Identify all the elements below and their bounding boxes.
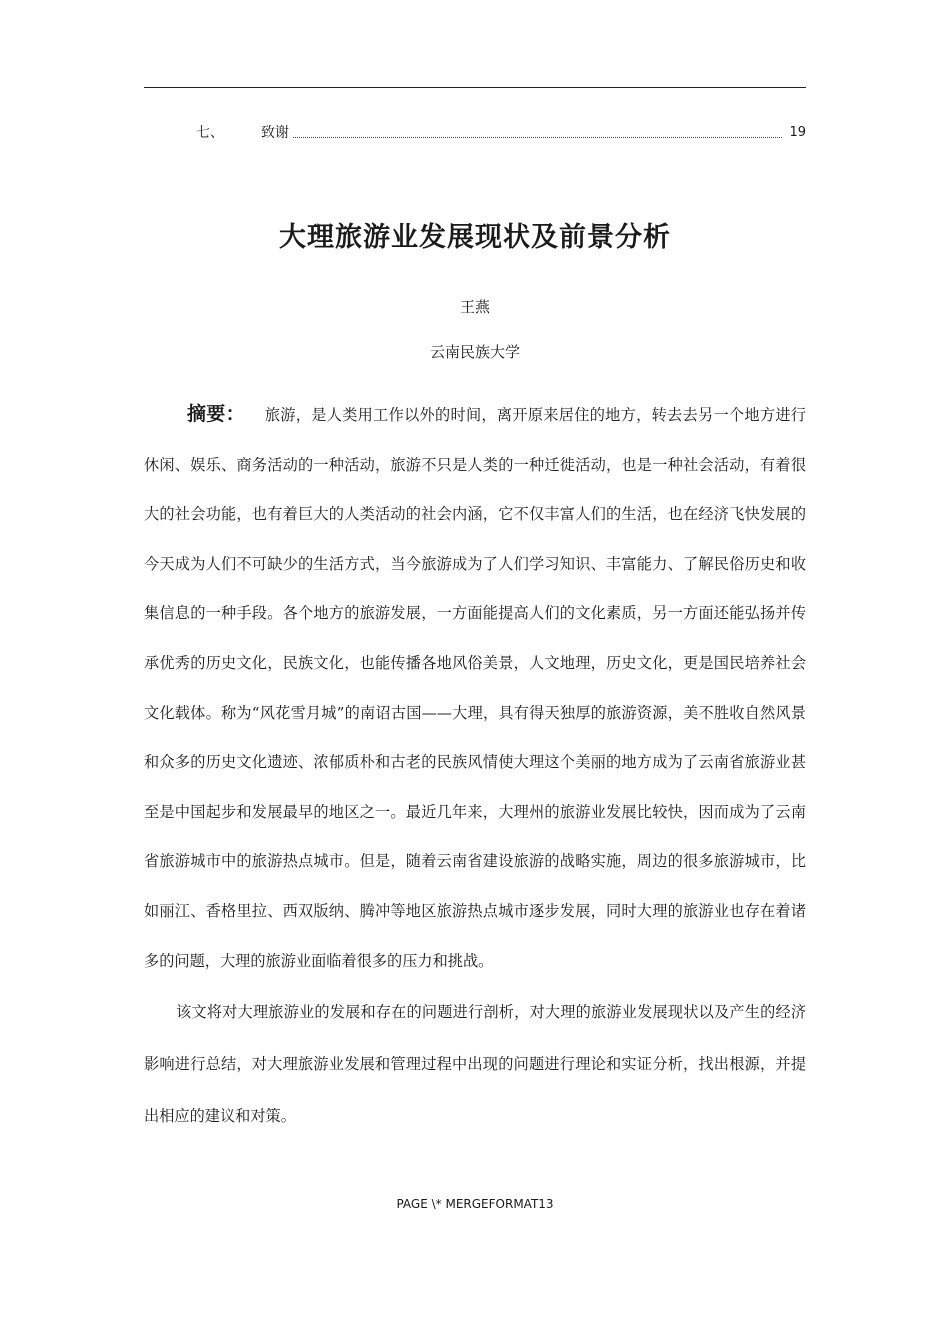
page-footer-field: PAGE \* MERGEFORMAT13 <box>396 1197 554 1211</box>
toc-dot-leader <box>293 137 782 138</box>
header-rule <box>144 87 806 88</box>
author-affiliation: 云南民族大学 <box>429 343 520 361</box>
abstract-section <box>144 390 806 1142</box>
abstract-paragraph-2: 该文将对大理旅游业的发展和存在的问题进行剖析，对大理的旅游业发展现状以及产生的经济影响进行总结，对大理旅游业发展和管理过程中出现的问题进行理论和实证分析，找出根源，并提出相应的建议和对策。 <box>144 1003 806 1126</box>
toc-entry-label: 致谢 <box>261 125 289 141</box>
document-title: 大理旅游业发展现状及前景分析 <box>279 222 671 253</box>
abstract-paragraph-1-text: 旅游，是人类用工作以外的时间，离开原来居住的地方，转去去另一个地方进行休闲、娱乐、商务活动的一种活动，旅游不只是人类的一种迁徙活动，也是一种社会活动，有着很大的社会功能，也有着巨大的人类活动的社会内涵，它不仅丰富人们的生活，也在经济飞快发展的今天成为人们不可缺少的生活方式，当今旅游成为了人们学习知识、丰富能力、了解民俗历史和收集信息的一种手段。各个地方的旅游发展，一方面能提高人们的文化素质，另一方面还能弘扬并传承优秀的历史文化，民族文化，也能传播各地风俗美景，人文地理，历史文化，更是国民培养社会文化载体。称为“风花雪月城”的南诏古国——大理，具有得天独厚的旅游资源，美不胜收自然风景和众多的历史文化遗迹、浓郁质朴和古老的民族风情使大理这个美丽的地方成为了云南省旅游业甚至是中国起步和发展最早的地区之一。最近几年来，大理州的旅游业发展比较快，因而成为了云南省旅游城市中的旅游热点城市。但是，随着云南省建设旅游的战略实施，周边的很多旅游城市，比如丽江、香格里拉、西双版纳、腾冲等地区旅游热点城市逐步发展，同时大理的旅游业也存在着诸多的问题，大理的旅游业面临着很多的压力和挑战。 <box>144 406 806 970</box>
toc-entry-page: 19 <box>789 125 806 140</box>
abstract-paragraph-1 <box>144 390 806 986</box>
author-name: 王燕 <box>459 298 490 316</box>
abstract-label: 摘要： <box>187 403 245 425</box>
toc-entry-acknowledgements[interactable] <box>144 122 806 144</box>
toc-entry-number: 七、 <box>196 125 224 141</box>
